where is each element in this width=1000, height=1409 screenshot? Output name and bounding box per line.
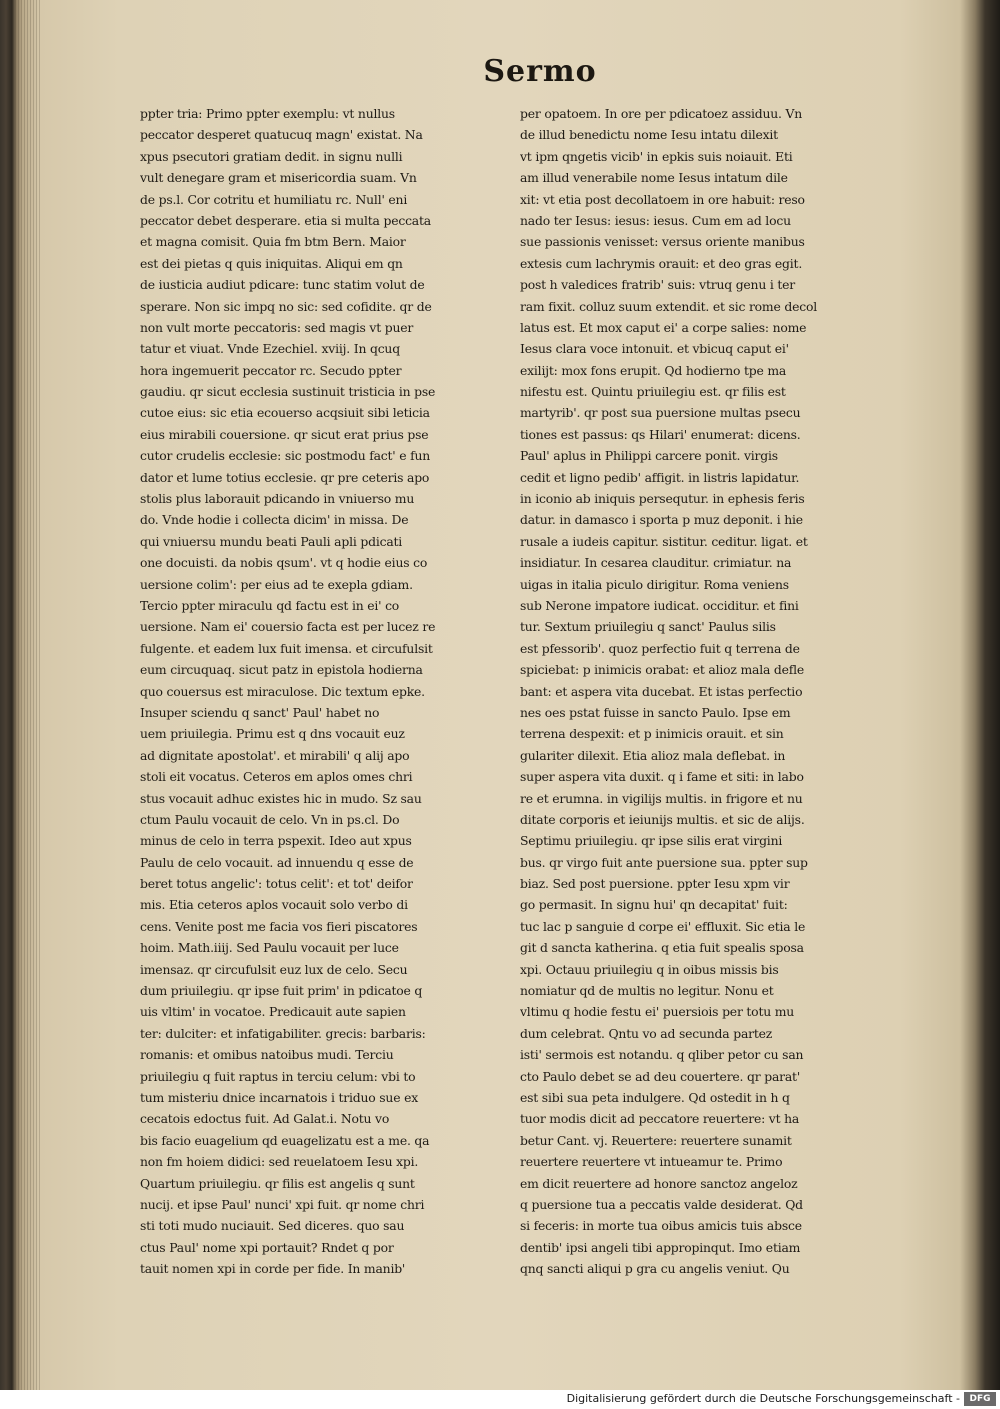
left-column-line: romanis: et omibus natoibus mudi. Terciu: [140, 1047, 394, 1063]
right-text-column: [520, 103, 880, 1279]
left-column-line: ad dignitate apostolat'. et mirabili' q alij apo: [140, 747, 410, 763]
right-column-line: tuc lac p sanguie d corpe ei' effluxit. Sic etia le: [520, 918, 806, 934]
right-column-line: Iesus clara voce intonuit. et vbicuq caput ei': [520, 341, 789, 357]
left-column-line: cutoe eius: sic etia ecouerso acqsiuit sibi leticia: [140, 405, 430, 421]
footer-bar: [0, 1390, 1000, 1409]
left-column-line: Quartum priuilegiu. qr filis est angelis q sunt: [140, 1175, 415, 1191]
left-column-line: uem priuilegia. Primu est q dns vocauit euz: [140, 726, 405, 742]
left-column-line: qui vniuersu mundu beati Pauli apli pdicati: [140, 533, 403, 549]
left-column-line: imensaz. qr circufulsit euz lux de celo. Secu: [140, 961, 408, 977]
left-column-line: mis. Etia ceteros aplos vocauit solo verbo di: [140, 897, 408, 913]
right-column-line: re et erumna. in vigilijs multis. in frigore et nu: [520, 790, 803, 806]
right-column-line: am illud venerabile nome Iesus intatum dile: [520, 170, 788, 186]
left-column-line: quo couersus est miraculose. Dic textum epke.: [140, 683, 425, 699]
right-column-line: nifestu est. Quintu priuilegiu est. qr filis est: [520, 384, 786, 400]
left-column-line: ctus Paul' nome xpi portauit? Rndet q por: [140, 1239, 394, 1255]
left-column-line: Tercio ppter miraculu qd factu est in ei' co: [140, 597, 400, 613]
right-column-line: nes oes pstat fuisse in sancto Paulo. Ipse em: [520, 704, 791, 720]
left-column-line: de ps.l. Cor cotritu et humiliatu rc. Null' eni: [140, 191, 408, 207]
left-column-line: eius mirabili couersione. qr sicut erat prius pse: [140, 426, 429, 442]
left-column-line: Insuper sciendu q sanct' Paul' habet no: [140, 704, 380, 720]
left-column-line: bis facio euagelium qd euagelizatu est a me. qa: [140, 1132, 430, 1148]
left-column-line: fulgente. et eadem lux fuit imensa. et circufulsit: [140, 640, 433, 656]
left-column-line: uersione. Nam ei' couersio facta est per lucez re: [140, 619, 436, 635]
right-column-line: extesis cum lachrymis orauit: et deo gras egit.: [520, 255, 803, 271]
left-column-line: ter: dulciter: et infatigabiliter. grecis: barbaris:: [140, 1025, 426, 1041]
right-column-line: git d sancta katherina. q etia fuit spealis sposa: [520, 940, 804, 956]
right-column-line: insidiatur. In cesarea clauditur. crimiatur. na: [520, 555, 792, 571]
right-column-line: est sibi sua peta indulgere. Qd ostedit in h q: [520, 1089, 790, 1105]
right-column-line: bus. qr virgo fuit ante puersione sua. ppter sup: [520, 854, 808, 870]
right-column-line: biaz. Sed post puersione. ppter Iesu xpm vir: [520, 876, 790, 892]
left-column-line: tauit nomen xpi in corde per fide. In manib': [140, 1261, 406, 1277]
left-column-line: est dei pietas q quis iniquitas. Aliqui em qn: [140, 255, 403, 271]
left-column-line: ppter tria: Primo ppter exemplu: vt nullus: [140, 106, 395, 121]
left-column-line: eum circuquaq. sicut patz in epistola hodierna: [140, 662, 423, 678]
right-column-line: post h valedices fratrib' suis: vtruq genu i ter: [520, 277, 795, 293]
left-column-line: cecatois edoctus fuit. Ad Galat.i. Notu vo: [140, 1111, 390, 1127]
left-column-line: xpus psecutori gratiam dedit. in signu nulli: [140, 148, 403, 164]
left-column-line: stoli eit vocatus. Ceteros em aplos omes chri: [140, 769, 413, 785]
right-column-line: xpi. Octauu priuilegiu q in oibus missis bis: [520, 961, 779, 977]
right-column-line: Septimu priuilegiu. qr ipse silis erat virgini: [520, 833, 783, 849]
left-column-line: peccator debet desperare. etia si multa peccata: [140, 212, 431, 228]
left-column-line: stolis plus laborauit pdicando in vniuerso mu: [140, 491, 415, 507]
left-column-line: minus de celo in terra pspexit. Ideo aut xpus: [140, 833, 412, 849]
left-column-line: priuilegiu q fuit raptus in terciu celum: vbi to: [140, 1068, 416, 1084]
left-column-line: sperare. Non sic impq no sic: sed cofidite. qr de: [140, 298, 432, 314]
right-column-line: q puersione tua a peccatis valde desiderat. Qd: [520, 1196, 803, 1212]
right-column-line: betur Cant. vj. Reuertere: reuertere sunamit: [520, 1132, 792, 1148]
right-column-line: si feceris: in morte tua oibus amicis tuis absce: [520, 1218, 802, 1234]
left-column-line: non fm hoiem didici: sed reuelatoem Iesu xpi.: [140, 1154, 419, 1170]
right-column-line: reuertere reuertere vt intueamur te. Primo: [520, 1154, 783, 1170]
right-column-line: nomiatur qd de multis no legitur. Nonu et: [520, 983, 774, 999]
right-column-line: tuor modis dicit ad peccatore reuertere: vt ha: [520, 1111, 800, 1127]
right-column-line: vltimu q hodie festu ei' puersiois per totu mu: [520, 1004, 795, 1020]
right-column-line: sue passionis venisset: versus oriente manibus: [520, 234, 805, 250]
right-column-line: ram fixit. colluz suum extendit. et sic rome decol: [520, 298, 817, 314]
right-column-line: tiones est passus: qs Hilari' enumerat: dicens.: [520, 426, 801, 442]
right-column-line: latus est. Et mox caput ei' a corpe salies: nome: [520, 319, 807, 335]
left-column-line: et magna comisit. Quia fm btm Bern. Maior: [140, 234, 406, 250]
left-column-line: vult denegare gram et misericordia suam. Vn: [140, 170, 417, 186]
left-column-line: uersione colim': per eius ad te exepla gdiam.: [140, 576, 413, 592]
left-column-line: tatur et viuat. Vnde Ezechiel. xviij. In qcuq: [140, 341, 400, 357]
left-column-line: nucij. et ipse Paul' nunci' xpi fuit. qr nome chri: [140, 1196, 425, 1212]
right-column-line: super aspera vita duxit. q i fame et siti: in labo: [520, 769, 804, 785]
left-column-line: do. Vnde hodie i collecta dicim' in missa. De: [140, 512, 409, 528]
left-column-line: hoim. Math.iiij. Sed Paulu vocauit per luce: [140, 940, 399, 956]
right-column-line: cedit et ligno pedib' affigit. in listris lapidatur.: [520, 469, 800, 485]
left-text-column: [140, 103, 500, 1279]
right-column-line: martyrib'. qr post sua puersione multas psecu: [520, 405, 801, 421]
left-column-line: non vult morte peccatoris: sed magis vt puer: [140, 319, 414, 335]
page-edge-shadow: [12, 0, 40, 1390]
left-column-line: uis vltim' in vocatoe. Predicauit aute sapien: [140, 1004, 406, 1020]
right-column-line: terrena despexit: et p inimicis orauit. et sin: [520, 726, 784, 742]
left-column-line: Paulu de celo vocauit. ad innuendu q esse de: [140, 854, 414, 870]
right-column-line: cto Paulo debet se ad deu couertere. qr parat': [520, 1068, 801, 1084]
left-column-line: cutor crudelis ecclesie: sic postmodu fact' e fun: [140, 448, 431, 464]
left-column-line: stus vocauit adhuc existes hic in mudo. Sz sau: [140, 790, 422, 806]
right-column-line: datur. in damasco i sporta p muz deponit. i hie: [520, 512, 803, 528]
left-column-line: peccator desperet quatucuq magn' existat. Na: [140, 127, 423, 143]
right-column-line: nado ter Iesus: iesus: iesus. Cum em ad locu: [520, 212, 791, 228]
right-column-line: ditate corporis et ieiunijs multis. et sic de alijs.: [520, 811, 805, 827]
right-column-line: de illud benedictu nome Iesu intatu dilexit: [520, 127, 778, 143]
left-column-line: dator et lume totius ecclesie. qr pre ceteris apo: [140, 469, 430, 485]
right-column-line: em dicit reuertere ad honore sanctoz angeloz: [520, 1175, 798, 1191]
right-column-line: in iconio ab iniquis persequtur. in ephesis feris: [520, 491, 805, 507]
left-column-line: de iusticia audiut pdicare: tunc statim volut de: [140, 277, 425, 293]
left-column-line: one docuisti. da nobis qsum'. vt q hodie eius co: [140, 555, 428, 571]
right-column-line: sub Nerone impatore iudicat. occiditur. et fini: [520, 597, 799, 613]
left-column-line: cens. Venite post me facia vos fieri piscatores: [140, 918, 418, 934]
left-column-line: hora ingemuerit peccator rc. Secudo ppter: [140, 362, 402, 378]
right-column-line: exilijt: mox fons erupit. Qd hodierno tpe ma: [520, 362, 787, 378]
left-column-line: dum priuilegiu. qr ipse fuit prim' in pdicatoe q: [140, 983, 423, 999]
left-column-line: sti toti mudo nuciauit. Sed diceres. quo sau: [140, 1218, 405, 1234]
right-column-line: qnq sancti aliqui p gra cu angelis veniut. Qu: [520, 1261, 790, 1277]
right-column-line: per opatoem. In ore per pdicatoez assiduu. Vn: [520, 106, 803, 121]
left-column-line: tum misteriu dnice incarnatois i triduo sue ex: [140, 1089, 418, 1105]
right-column-line: spiciebat: p inimicis orabat: et alioz mala defle: [520, 662, 805, 678]
right-column-line: go permasit. In signu hui' qn decapitat' fuit:: [520, 897, 788, 913]
right-column-line: vt ipm qngetis vicib' in epkis suis noiauit. Eti: [520, 148, 793, 164]
right-column-line: dum celebrat. Qntu vo ad secunda partez: [520, 1025, 773, 1041]
right-column-line: est pfessorib'. quoz perfectio fuit q terrena de: [520, 640, 800, 656]
right-column-line: xit: vt etia post decollatoem in ore habuit: reso: [520, 191, 805, 207]
right-column-line: bant: et aspera vita ducebat. Et istas perfectio: [520, 683, 803, 699]
left-column-line: gaudiu. qr sicut ecclesia sustinuit tristicia in pse: [140, 384, 436, 400]
left-column-line: beret totus angelic': totus celit': et tot' deifor: [140, 876, 413, 892]
running-head: Sermo: [483, 54, 597, 89]
right-column-line: isti' sermois est notandu. q qliber petor cu san: [520, 1047, 804, 1063]
dfg-logo-icon: DFG: [964, 1392, 996, 1406]
right-column-line: gulariter dilexit. Etia alioz mala deflebat. in: [520, 747, 786, 763]
right-column-line: uigas in italia piculo dirigitur. Roma veniens: [520, 576, 789, 592]
right-column-line: rusale a iudeis capitur. sistitur. ceditur. ligat. et: [520, 533, 808, 549]
right-column-line: dentib' ipsi angeli tibi appropinqut. Imo etiam: [520, 1239, 801, 1255]
funding-notice: Digitalisierung gefördert durch die Deutsche Forschungsgemeinschaft -: [566, 1392, 960, 1405]
right-column-line: tur. Sextum priuilegiu q sanct' Paulus silis: [520, 619, 776, 635]
left-column-line: ctum Paulu vocauit de celo. Vn in ps.cl. Do: [140, 811, 400, 827]
right-column-line: Paul' aplus in Philippi carcere ponit. virgis: [520, 448, 778, 464]
